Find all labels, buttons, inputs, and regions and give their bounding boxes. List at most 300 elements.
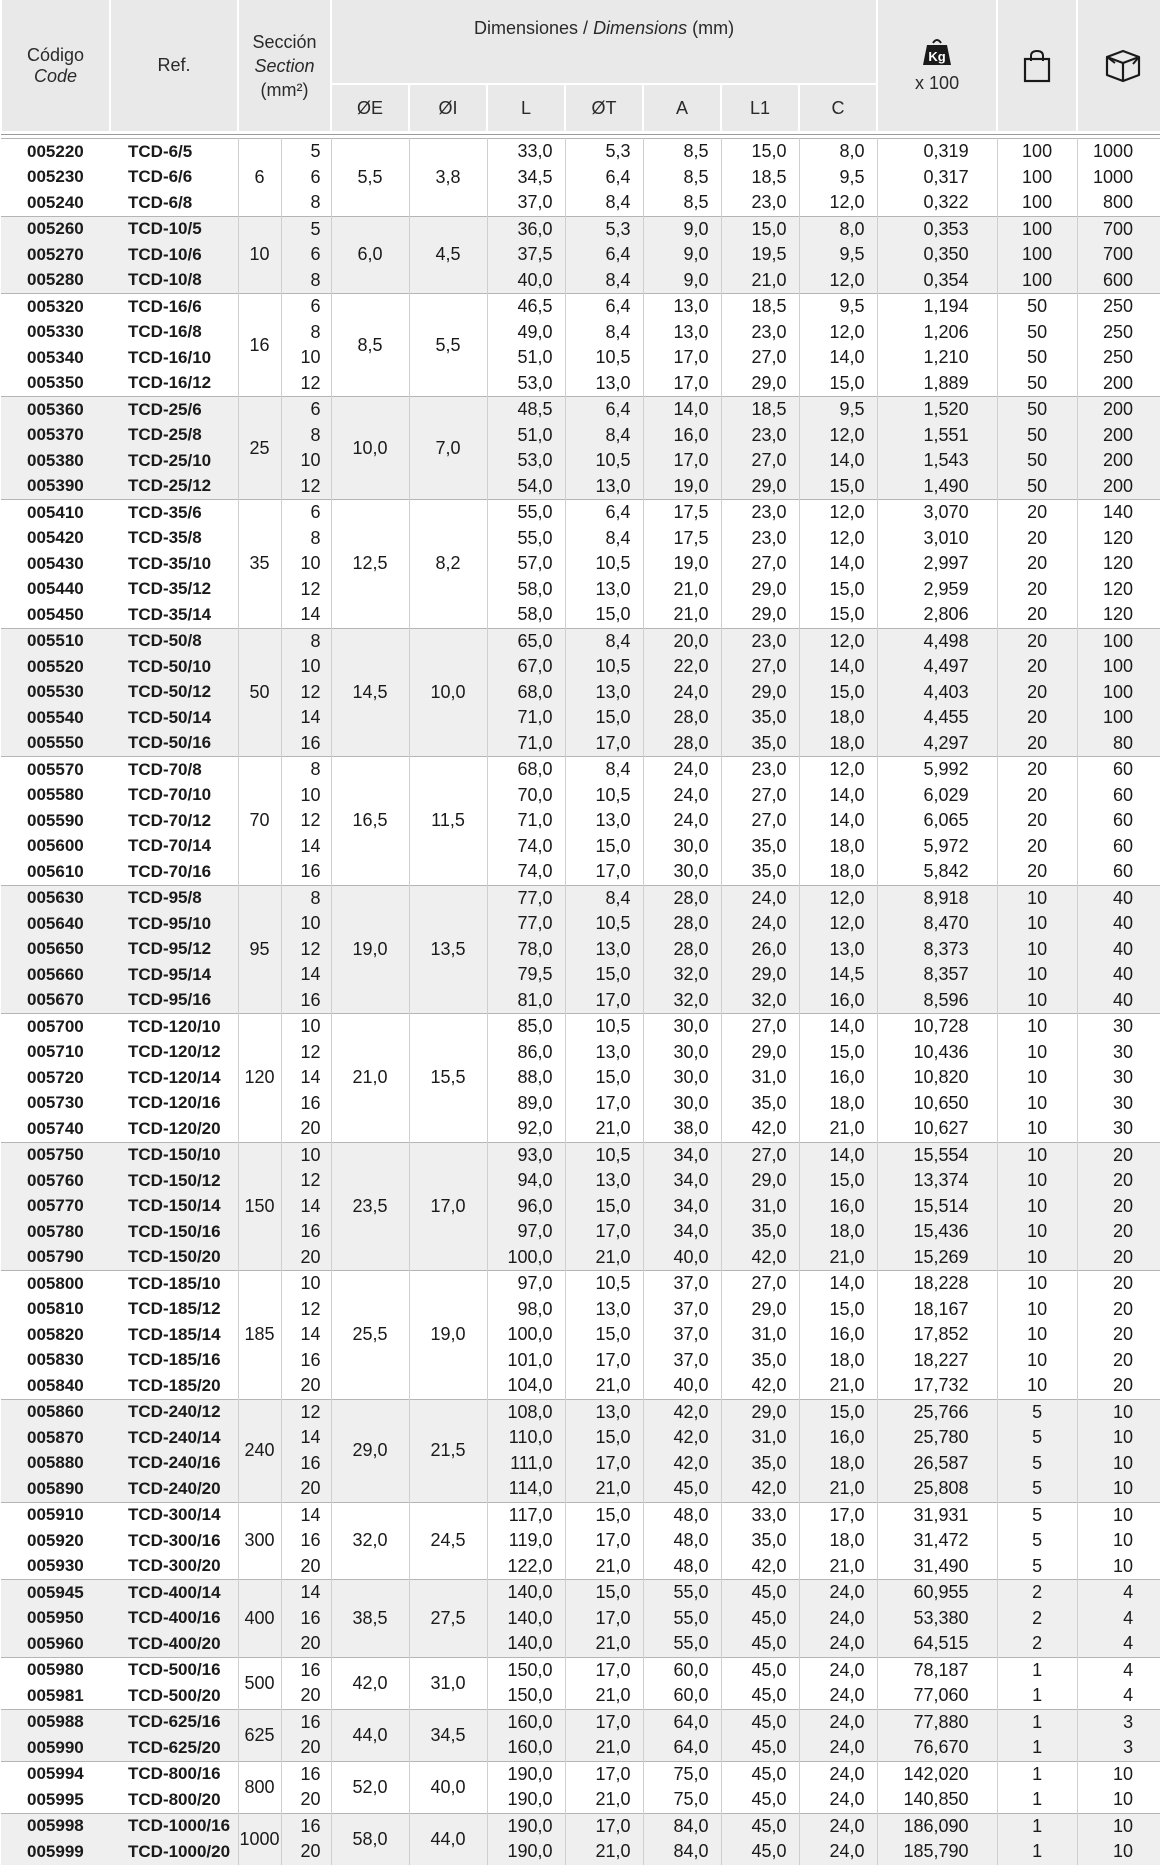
gauge-cell: 8	[281, 757, 331, 783]
ref-cell: TCD-150/20	[110, 1245, 238, 1271]
dim-l-cell: 68,0	[487, 680, 565, 706]
gauge-cell: 12	[281, 1168, 331, 1194]
bag-qty-cell: 20	[997, 757, 1077, 783]
gauge-cell: 16	[281, 1348, 331, 1374]
code-cell: 005945	[1, 1580, 110, 1606]
ref-cell: TCD-150/12	[110, 1168, 238, 1194]
code-cell: 005920	[27, 1530, 84, 1550]
dim-a-cell: 55,0	[643, 1606, 721, 1632]
ref-cell: TCD-25/8	[110, 423, 238, 449]
dim-a-cell: 16,0	[643, 423, 721, 449]
ref-cell: TCD-10/5	[110, 216, 238, 242]
weight-cell: 185,790	[877, 1839, 997, 1865]
gauge-cell: 12	[281, 1399, 331, 1425]
code-cell: 005320	[1, 294, 110, 320]
dim-i-cell: 3,8	[409, 139, 487, 217]
weight-cell: 3,070	[877, 500, 997, 526]
code-cell: 005570	[1, 757, 110, 783]
gauge-cell: 12	[281, 474, 331, 500]
weight-cell: 15,554	[877, 1142, 997, 1168]
box-qty-cell: 3	[1077, 1709, 1160, 1735]
dim-c-cell: 18,0	[799, 859, 877, 885]
box-qty-cell: 60	[1113, 835, 1134, 856]
section-cell: 95	[238, 885, 281, 1014]
dim-c-cell: 12,0	[799, 757, 877, 783]
table-row	[1, 1683, 1160, 1709]
dim-t-cell: 15,0	[565, 834, 643, 860]
dim-c-cell: 18,0	[799, 834, 877, 860]
gauge-cell: 14	[281, 602, 331, 628]
gauge-cell: 12	[281, 371, 331, 397]
ref-cell: TCD-95/10	[110, 911, 238, 937]
section-cell: 16	[238, 294, 281, 397]
ref-cell: TCD-6/6	[110, 165, 238, 191]
dim-t-cell: 21,0	[565, 1373, 643, 1399]
bag-qty-cell: 10	[997, 1040, 1077, 1066]
bag-icon	[999, 49, 1075, 83]
weight-cell: 10,627	[877, 1116, 997, 1142]
section-group	[1, 294, 1160, 397]
weight-cell: 31,490	[877, 1554, 997, 1580]
dim-l-cell: 190,0	[487, 1813, 565, 1839]
table-row	[1, 1631, 1160, 1657]
dim-l-cell: 53,0	[487, 371, 565, 397]
header-box	[1077, 0, 1160, 131]
dim-l-cell: 98,0	[487, 1297, 565, 1323]
dim-l1-cell: 45,0	[721, 1683, 799, 1709]
dim-l-cell: 65,0	[487, 628, 565, 654]
table-row	[1, 1040, 1160, 1066]
weight-cell: 10,436	[877, 1040, 997, 1066]
bag-qty-cell: 1	[997, 1735, 1077, 1761]
dim-c-cell: 18,0	[799, 731, 877, 757]
dim-l1-cell: 29,0	[721, 602, 799, 628]
ref-cell: TCD-1000/20	[110, 1839, 238, 1865]
dim-l1-cell: 27,0	[721, 1014, 799, 1040]
code-cell: 005780	[1, 1219, 110, 1245]
dim-l-cell: 77,0	[487, 885, 565, 911]
dim-l-cell: 71,0	[487, 731, 565, 757]
weight-cell: 25,766	[877, 1399, 997, 1425]
dim-t-cell: 13,0	[565, 937, 643, 963]
bag-qty-cell: 100	[997, 165, 1077, 191]
gauge-cell: 16	[281, 1813, 331, 1839]
dim-l-cell: 101,0	[487, 1348, 565, 1374]
table-row	[1, 1606, 1160, 1632]
gauge-cell: 16	[281, 1451, 331, 1477]
ref-cell: TCD-70/16	[110, 859, 238, 885]
section-group	[1, 397, 1160, 500]
weight-cell: 8,918	[877, 885, 997, 911]
dim-a-cell: 75,0	[643, 1761, 721, 1787]
dim-c-cell: 9,5	[799, 397, 877, 423]
gauge-cell: 8	[281, 268, 331, 294]
dim-t-cell: 17,0	[565, 1761, 643, 1787]
dim-c-cell: 12,0	[799, 500, 877, 526]
code-cell: 005550	[1, 731, 110, 757]
dim-e-cell: 23,5	[331, 1142, 409, 1271]
dim-i-cell: 13,5	[409, 885, 487, 1014]
dim-l1-cell: 18,5	[721, 397, 799, 423]
gauge-cell: 20	[281, 1787, 331, 1813]
dim-l1-cell: 45,0	[721, 1761, 799, 1787]
code-cell: 005600	[27, 836, 84, 856]
bag-qty-cell: 2	[997, 1580, 1077, 1606]
ref-cell: TCD-50/10	[110, 654, 238, 680]
dim-l1-cell: 27,0	[721, 808, 799, 834]
table-row	[1, 345, 1160, 371]
box-qty-cell: 40	[1077, 911, 1160, 937]
dim-t-cell: 15,0	[565, 1425, 643, 1451]
dim-l-cell: 111,0	[487, 1451, 565, 1477]
box-qty-cell: 120	[1103, 527, 1134, 548]
dim-t-cell: 21,0	[565, 1683, 643, 1709]
dim-a-cell: 60,0	[643, 1657, 721, 1683]
ref-cell: TCD-70/12	[110, 808, 238, 834]
table-row	[1, 242, 1160, 268]
box-qty-cell: 20	[1113, 1375, 1134, 1396]
section-cell: 500	[238, 1657, 281, 1709]
dim-c-cell: 24,0	[799, 1735, 877, 1761]
box-qty-cell: 20	[1077, 1142, 1160, 1168]
ref-cell: TCD-70/10	[110, 783, 238, 809]
code-cell: 005430	[27, 553, 84, 573]
gauge-cell: 8	[281, 423, 331, 449]
dim-a-cell: 37,0	[643, 1322, 721, 1348]
code-cell: 005670	[1, 988, 110, 1014]
code-cell: 005520	[1, 654, 110, 680]
table-row	[1, 1451, 1160, 1477]
weight-cell: 1,490	[877, 474, 997, 500]
dim-a-cell: 21,0	[643, 577, 721, 603]
dim-a-cell: 30,0	[643, 1091, 721, 1117]
box-qty-cell: 20	[1077, 1168, 1160, 1194]
section-cell: 25	[238, 397, 281, 500]
ref-cell: TCD-240/12	[110, 1399, 238, 1425]
box-qty-cell: 40	[1077, 988, 1160, 1014]
gauge-cell: 20	[281, 1683, 331, 1709]
dim-l1-cell: 27,0	[721, 1142, 799, 1168]
table-row	[1, 1554, 1160, 1580]
dim-e-cell: 5,5	[331, 139, 409, 217]
bag-qty-cell: 10	[997, 1065, 1077, 1091]
weight-cell: 8,357	[877, 962, 997, 988]
dim-a-cell: 84,0	[643, 1839, 721, 1865]
ref-cell: TCD-50/14	[110, 705, 238, 731]
bag-qty-cell: 50	[997, 423, 1077, 449]
ref-cell: TCD-150/14	[110, 1194, 238, 1220]
gauge-cell: 6	[281, 165, 331, 191]
dim-l-cell: 100,0	[487, 1245, 565, 1271]
dim-c-cell: 18,0	[799, 705, 877, 731]
weight-cell: 17,852	[877, 1322, 997, 1348]
dim-l1-cell: 29,0	[721, 962, 799, 988]
dim-t-cell: 10,5	[565, 551, 643, 577]
ref-cell: TCD-95/16	[110, 988, 238, 1014]
weight-cell: 18,167	[877, 1297, 997, 1323]
dim-c-cell: 24,0	[799, 1839, 877, 1865]
weight-cell: 0,319	[877, 139, 997, 165]
box-qty-cell: 120	[1103, 553, 1134, 574]
dim-c-cell: 12,0	[799, 423, 877, 449]
code-cell: 005740	[27, 1118, 84, 1138]
bag-qty-cell: 2	[997, 1631, 1077, 1657]
dim-a-cell: 8,5	[643, 165, 721, 191]
ref-cell: TCD-150/16	[110, 1219, 238, 1245]
ref-cell: TCD-70/8	[110, 757, 238, 783]
table-row	[1, 577, 1160, 603]
dim-t-cell: 6,4	[565, 397, 643, 423]
dim-a-cell: 21,0	[643, 602, 721, 628]
dim-c-cell: 9,5	[799, 242, 877, 268]
dim-l-cell: 92,0	[487, 1116, 565, 1142]
code-cell: 005960	[1, 1631, 110, 1657]
code-cell: 005230	[27, 167, 84, 187]
section-group	[1, 885, 1160, 1014]
bag-qty-cell: 50	[997, 448, 1077, 474]
section-cell: 800	[238, 1761, 281, 1813]
header-weight-unit: x 100	[915, 73, 960, 93]
ref-cell: TCD-150/10	[110, 1142, 238, 1168]
dim-l-cell: 100,0	[487, 1322, 565, 1348]
dim-l1-cell: 23,0	[721, 320, 799, 346]
code-cell: 005370	[1, 423, 110, 449]
weight-cell: 6,065	[877, 808, 997, 834]
bag-qty-cell: 10	[997, 1142, 1077, 1168]
ref-cell: TCD-300/16	[110, 1528, 238, 1554]
dim-l1-cell: 45,0	[721, 1657, 799, 1683]
header-dim-1: ØI	[409, 84, 487, 131]
bag-qty-cell: 5	[997, 1399, 1077, 1425]
code-cell: 005580	[27, 785, 84, 805]
dim-a-cell: 8,5	[643, 190, 721, 216]
dim-c-cell: 12,0	[799, 911, 877, 937]
ref-cell: TCD-185/16	[110, 1348, 238, 1374]
dim-l-cell: 51,0	[487, 423, 565, 449]
dim-c-cell: 24,0	[799, 1657, 877, 1683]
dim-l1-cell: 27,0	[721, 345, 799, 371]
box-qty-cell: 60	[1077, 757, 1160, 783]
gauge-cell: 14	[281, 834, 331, 860]
dim-l-cell: 110,0	[487, 1425, 565, 1451]
weight-cell: 0,353	[877, 216, 997, 242]
bag-qty-cell: 100	[997, 268, 1077, 294]
weight-cell: 10,650	[877, 1091, 997, 1117]
box-qty-cell: 10	[1113, 1789, 1134, 1810]
ref-cell: TCD-300/20	[110, 1554, 238, 1580]
dim-e-cell: 29,0	[331, 1399, 409, 1502]
section-group	[1, 1709, 1160, 1761]
gauge-cell: 12	[281, 937, 331, 963]
dim-t-cell: 15,0	[565, 1580, 643, 1606]
table-row	[1, 320, 1160, 346]
bag-qty-cell: 100	[997, 216, 1077, 242]
dim-c-cell: 14,0	[799, 345, 877, 371]
box-qty-cell: 10	[1077, 1839, 1160, 1865]
gauge-cell: 16	[281, 1528, 331, 1554]
ref-cell: TCD-625/16	[110, 1709, 238, 1735]
dim-a-cell: 17,0	[643, 345, 721, 371]
dim-c-cell: 17,0	[799, 1502, 877, 1528]
dim-l1-cell: 23,0	[721, 757, 799, 783]
section-cell: 300	[238, 1502, 281, 1580]
dim-i-cell: 27,5	[409, 1580, 487, 1658]
section-group	[1, 1014, 1160, 1143]
gauge-cell: 14	[281, 1425, 331, 1451]
dim-l-cell: 37,0	[487, 190, 565, 216]
dim-l1-cell: 24,0	[721, 911, 799, 937]
dim-i-cell: 44,0	[409, 1813, 487, 1865]
gauge-cell: 20	[281, 1735, 331, 1761]
dim-a-cell: 84,0	[643, 1813, 721, 1839]
dim-t-cell: 8,4	[565, 757, 643, 783]
table-row	[1, 1425, 1160, 1451]
dim-a-cell: 45,0	[643, 1476, 721, 1502]
header-code-es: Código	[26, 44, 85, 65]
dim-c-cell: 24,0	[799, 1761, 877, 1787]
table-row	[1, 1502, 1160, 1528]
table-row	[1, 1065, 1160, 1091]
gauge-cell: 10	[281, 1271, 331, 1297]
dim-c-cell: 15,0	[799, 1399, 877, 1425]
section-group	[1, 139, 1160, 217]
weight-cell: 60,955	[877, 1580, 997, 1606]
section-cell: 1000	[238, 1813, 281, 1865]
header-dim-4: A	[643, 84, 721, 131]
gauge-cell: 10	[281, 654, 331, 680]
code-cell: 005981	[27, 1685, 84, 1705]
dim-t-cell: 10,5	[565, 1142, 643, 1168]
bag-qty-cell: 5	[997, 1502, 1077, 1528]
ref-cell: TCD-16/10	[110, 345, 238, 371]
code-cell: 005340	[27, 347, 84, 367]
weight-cell: 1,194	[877, 294, 997, 320]
weight-cell: 1,520	[877, 397, 997, 423]
code-cell: 005950	[1, 1606, 110, 1632]
header-section-unit: (mm²)	[260, 79, 309, 100]
box-qty-cell: 20	[1113, 1349, 1134, 1370]
weight-cell: 5,842	[877, 859, 997, 885]
dim-l-cell: 68,0	[487, 757, 565, 783]
dim-t-cell: 8,4	[565, 423, 643, 449]
dim-c-cell: 16,0	[799, 1425, 877, 1451]
table-row	[1, 216, 1160, 242]
dim-i-cell: 5,5	[409, 294, 487, 397]
dim-a-cell: 42,0	[643, 1425, 721, 1451]
dim-l-cell: 67,0	[487, 654, 565, 680]
dim-l-cell: 117,0	[487, 1502, 565, 1528]
dim-t-cell: 10,5	[565, 345, 643, 371]
ref-cell: TCD-35/14	[110, 602, 238, 628]
header-section-en: Section	[254, 55, 315, 76]
weight-cell: 4,497	[877, 654, 997, 680]
dim-l1-cell: 29,0	[721, 680, 799, 706]
gauge-cell: 6	[281, 397, 331, 423]
code-cell: 005510	[1, 628, 110, 654]
dim-c-cell: 14,5	[799, 962, 877, 988]
header-code-en: Code	[33, 65, 78, 86]
dim-t-cell: 10,5	[565, 448, 643, 474]
box-qty-cell: 40	[1077, 962, 1160, 988]
dim-c-cell: 13,0	[799, 937, 877, 963]
section-group	[1, 1502, 1160, 1580]
box-qty-cell: 20	[1077, 1271, 1160, 1297]
bag-qty-cell: 10	[997, 1297, 1077, 1323]
table-row	[1, 1116, 1160, 1142]
box-qty-cell: 30	[1113, 1067, 1134, 1088]
dim-l-cell: 78,0	[487, 937, 565, 963]
weight-cell: 64,515	[877, 1631, 997, 1657]
bag-qty-cell: 5	[997, 1476, 1077, 1502]
header-weight	[877, 0, 997, 131]
code-cell: 005994	[1, 1761, 110, 1787]
dim-t-cell: 15,0	[565, 1502, 643, 1528]
ref-cell: TCD-70/14	[110, 834, 238, 860]
gauge-cell: 20	[281, 1476, 331, 1502]
gauge-cell: 16	[281, 1091, 331, 1117]
header-section	[238, 0, 331, 131]
weight-cell: 1,543	[877, 448, 997, 474]
dim-c-cell: 21,0	[799, 1373, 877, 1399]
dim-t-cell: 8,4	[565, 320, 643, 346]
code-cell: 005390	[1, 474, 110, 500]
dim-a-cell: 24,0	[643, 680, 721, 706]
ref-cell: TCD-50/16	[110, 731, 238, 757]
dim-t-cell: 17,0	[565, 1709, 643, 1735]
dim-c-cell: 15,0	[799, 1297, 877, 1323]
dim-l1-cell: 18,5	[721, 294, 799, 320]
section-group	[1, 1761, 1160, 1813]
dim-i-cell: 8,2	[409, 500, 487, 629]
table-row	[1, 731, 1160, 757]
dim-l-cell: 74,0	[487, 834, 565, 860]
dim-l1-cell: 33,0	[721, 1502, 799, 1528]
box-qty-cell: 30	[1113, 1118, 1134, 1139]
box-qty-cell: 120	[1103, 578, 1134, 599]
gauge-cell: 6	[281, 500, 331, 526]
bag-qty-cell: 5	[997, 1451, 1077, 1477]
box-qty-cell: 4	[1077, 1580, 1160, 1606]
table-row	[1, 859, 1160, 885]
code-cell: 005999	[1, 1839, 110, 1865]
table-row	[1, 551, 1160, 577]
code-cell: 005630	[1, 885, 110, 911]
dim-l1-cell: 35,0	[721, 1219, 799, 1245]
weight-cell: 2,806	[877, 602, 997, 628]
ref-cell: TCD-500/16	[110, 1657, 238, 1683]
dim-a-cell: 40,0	[643, 1245, 721, 1271]
section-cell: 70	[238, 757, 281, 886]
dim-l-cell: 150,0	[487, 1657, 565, 1683]
dim-l-cell: 34,5	[487, 165, 565, 191]
dim-l1-cell: 45,0	[721, 1735, 799, 1761]
gauge-cell: 20	[281, 1373, 331, 1399]
table-row	[1, 783, 1160, 809]
bag-qty-cell: 20	[997, 834, 1077, 860]
ref-cell: TCD-35/8	[110, 526, 238, 552]
dim-a-cell: 30,0	[643, 1040, 721, 1066]
code-cell: 005350	[27, 373, 84, 393]
weight-cell: 10,728	[877, 1014, 997, 1040]
table-row	[1, 1322, 1160, 1348]
weight-cell: 18,227	[877, 1348, 997, 1374]
dim-a-cell: 22,0	[643, 654, 721, 680]
table-row	[1, 988, 1160, 1014]
box-qty-cell: 60	[1113, 861, 1134, 882]
gauge-cell: 10	[281, 448, 331, 474]
dim-t-cell: 15,0	[565, 1194, 643, 1220]
gauge-cell: 10	[281, 1014, 331, 1040]
